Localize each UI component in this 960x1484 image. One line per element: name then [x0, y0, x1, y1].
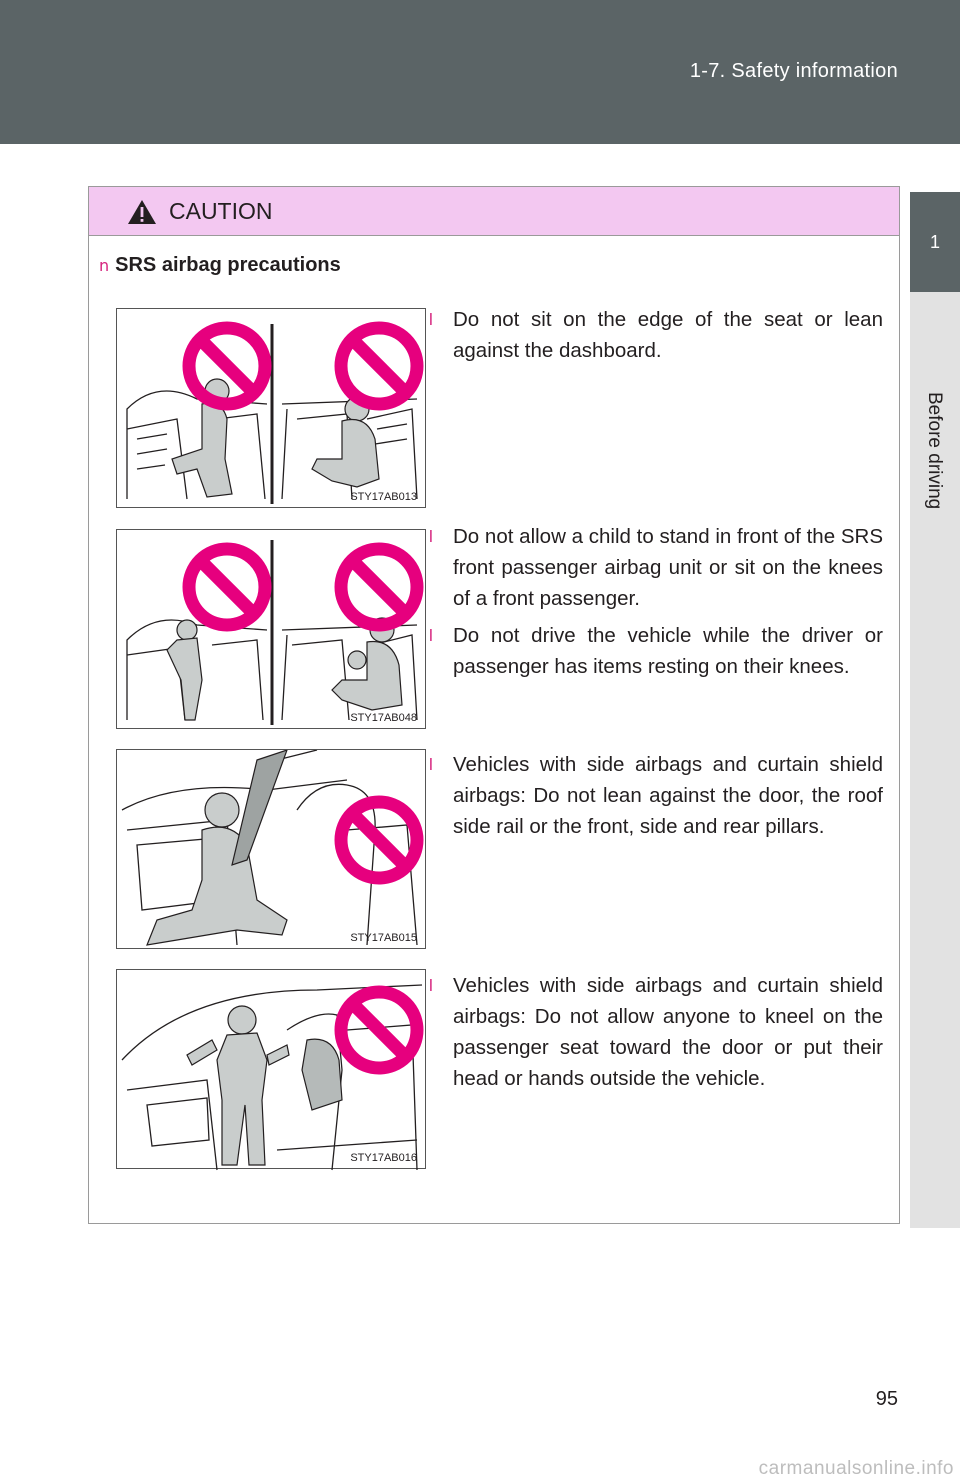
illustration-kneeling-seat	[116, 969, 426, 1169]
section-heading-text: SRS airbag precautions	[115, 254, 341, 276]
caution-item-text: Do not drive the vehicle while the driver or passenger has items resting on their knees.	[453, 624, 883, 678]
item-bullet: l	[429, 626, 433, 645]
illustration-drawing	[117, 970, 427, 1178]
chapter-number: 1	[929, 232, 940, 252]
illustration-code: STY17AB015	[350, 932, 417, 944]
page-number: 95	[875, 1388, 898, 1410]
caution-title: CAUTION	[169, 198, 273, 224]
caution-item	[429, 970, 883, 1094]
section-bullet: n	[99, 256, 110, 275]
caution-item-text: Do not sit on the edge of the seat or lean against the dashboard.	[453, 308, 883, 362]
watermark: carmanualsonline.info	[758, 1458, 954, 1479]
illustration-code: STY17AB013	[350, 491, 417, 503]
illustration-leaning-door	[116, 749, 426, 949]
illustration-edge-of-seat	[116, 308, 426, 508]
illustration-drawing	[117, 530, 427, 730]
chapter-tab-strip	[910, 292, 960, 1228]
chapter-label: Before driving	[924, 392, 945, 510]
caution-box	[88, 186, 900, 1224]
section-heading	[99, 254, 341, 277]
illustration-drawing	[117, 750, 427, 950]
caution-header	[89, 187, 899, 236]
caution-item-text: Do not allow a child to stand in front of the SRS front passenger airbag unit or sit on the knees of a front passenger.	[453, 525, 883, 610]
item-bullet: l	[429, 310, 433, 329]
caution-item	[429, 521, 883, 614]
illustration-code: STY17AB048	[350, 712, 417, 724]
warning-triangle-icon	[127, 199, 157, 225]
section-title: 1-7. Safety information	[689, 60, 898, 82]
item-bullet: l	[429, 976, 433, 995]
illustration-child-standing	[116, 529, 426, 729]
caution-item	[429, 620, 883, 682]
caution-item	[429, 304, 883, 366]
chapter-tab	[910, 192, 960, 292]
caution-item-text: Vehicles with side airbags and curtain shield airbags: Do not allow anyone to kneel on the passenger seat toward the door or put their head or hands outside the vehicle.	[453, 974, 883, 1090]
item-bullet: l	[429, 527, 433, 546]
illustration-drawing	[117, 309, 427, 509]
caution-item-text: Vehicles with side airbags and curtain shield airbags: Do not lean against the door, the roof side rail or the front, side and rear pillars.	[453, 753, 883, 838]
caution-item	[429, 749, 883, 842]
item-bullet: l	[429, 755, 433, 774]
illustration-code: STY17AB016	[350, 1152, 417, 1164]
page-header	[0, 0, 960, 144]
